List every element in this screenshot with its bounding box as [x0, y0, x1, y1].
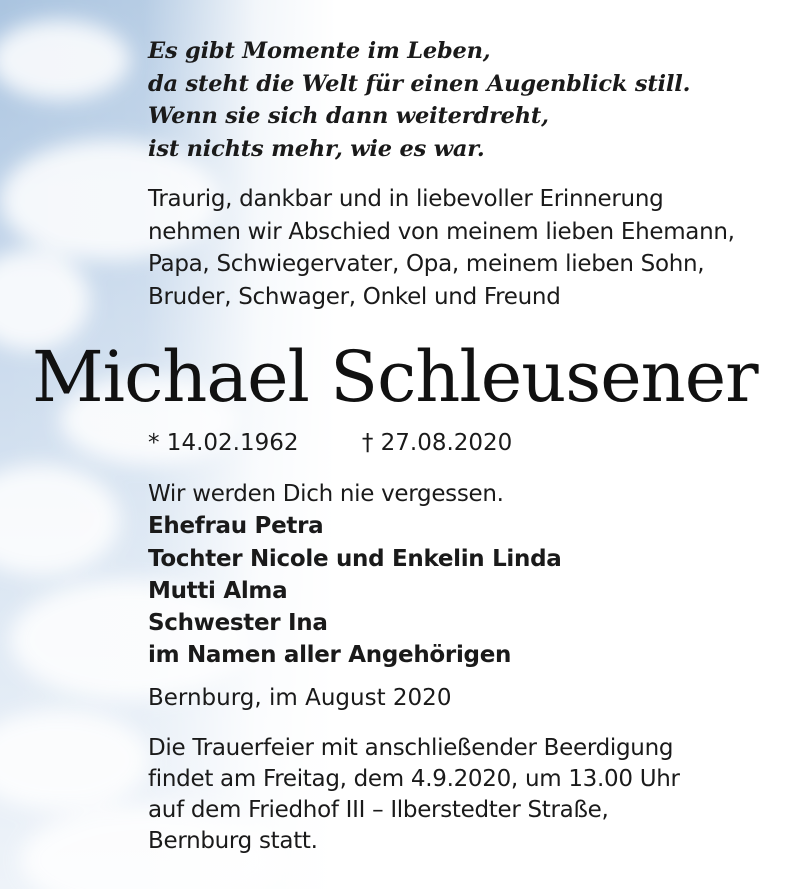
farewell-line: Wir werden Dich nie vergessen.	[148, 481, 504, 507]
mourners-block	[148, 478, 561, 672]
poem-line: Es gibt Momente im Leben,	[148, 38, 491, 64]
funeral-line: Die Trauerfeier mit anschließender Beerdigung	[148, 735, 674, 761]
life-dates	[148, 427, 512, 459]
funeral-line: Bernburg statt.	[148, 828, 318, 854]
intro-line: Traurig, dankbar und in liebevoller Erinnerung	[148, 186, 664, 212]
mourner-name: Mutti Alma	[148, 577, 288, 604]
intro-line: Papa, Schwiegervater, Opa, meinem lieben Sohn,	[148, 251, 705, 277]
poem-line: Wenn sie sich dann weiterdreht,	[148, 103, 549, 129]
birth-date: * 14.02.1962	[148, 430, 299, 456]
funeral-line: auf dem Friedhof III – Ilberstedter Straße,	[148, 797, 609, 823]
poem-line: da steht die Welt für einen Augenblick still.	[148, 70, 691, 97]
mourner-name: im Namen aller Angehörigen	[148, 642, 512, 669]
intro-line: Bruder, Schwager, Onkel und Freund	[148, 283, 561, 310]
deceased-name: Michael Schleusener	[32, 336, 758, 418]
funeral-line: findet am Freitag, dem 4.9.2020, um 13.00 Uhr	[148, 766, 680, 792]
poem-verse	[148, 35, 690, 165]
poem-line: ist nichts mehr, wie es war.	[148, 135, 485, 162]
place-and-date: Bernburg, im August 2020	[148, 685, 452, 711]
mourner-name: Ehefrau Petra	[148, 513, 324, 540]
death-date: † 27.08.2020	[361, 430, 513, 456]
mourner-name: Schwester Ina	[148, 610, 328, 637]
intro-line: nehmen wir Abschied von meinem lieben Ehemann,	[148, 218, 735, 245]
mourner-name: Tochter Nicole und Enkelin Linda	[148, 545, 562, 572]
funeral-info	[148, 733, 680, 857]
intro-text	[148, 183, 735, 313]
